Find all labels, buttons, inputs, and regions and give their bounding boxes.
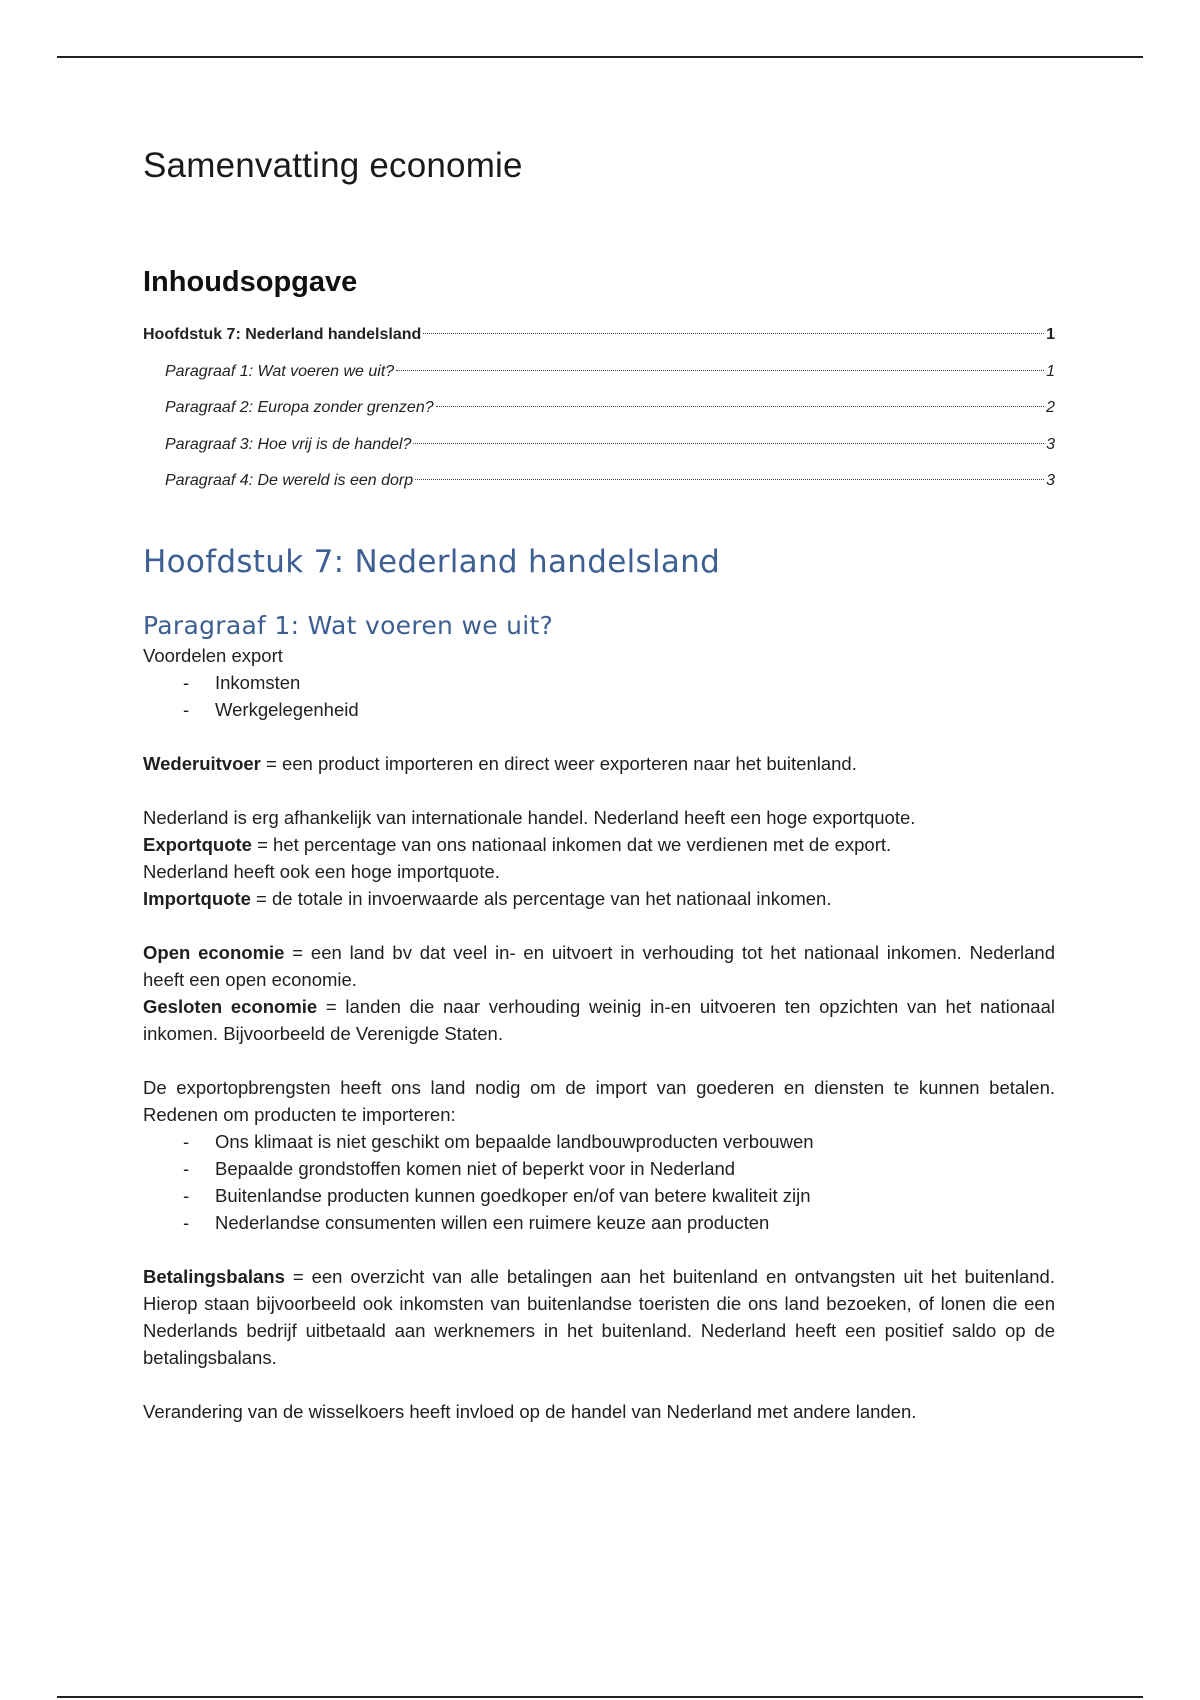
term-exportquote: Exportquote xyxy=(143,833,252,855)
toc-entry-paragraaf-4[interactable] xyxy=(143,463,1055,500)
term-gesloten-economie: Gesloten economie xyxy=(143,995,318,1017)
list-item: - Bepaalde grondstoffen komen niet of beperkt voor in Nederland xyxy=(183,1155,1055,1182)
definition-importquote: = de totale in invoerwaarde als percentage van het nationaal inkomen. xyxy=(250,887,832,909)
term-importquote: Importquote xyxy=(143,887,251,909)
toc-entry-page: 1 xyxy=(1046,326,1055,343)
list-item: - Nederlandse consumenten willen een ruimere keuze aan producten xyxy=(183,1209,1055,1236)
toc-leader xyxy=(413,443,1044,444)
toc-entry-label: Paragraaf 2: Europa zonder grenzen? xyxy=(165,399,434,416)
section-heading: Paragraaf 1: Wat voeren we uit? xyxy=(143,610,554,640)
wisselkoers-paragraph: Verandering van de wisselkoers heeft invloed op de handel van Nederland met andere landen. xyxy=(143,1400,917,1422)
chapter-heading: Hoofdstuk 7: Nederland handelsland xyxy=(143,543,721,580)
list-item: - Inkomsten xyxy=(183,669,1055,696)
handel-line-1: Nederland is erg afhankelijk van internationale handel. Nederland heeft een hoge exportquote. xyxy=(143,806,916,828)
toc-heading: Inhoudsopgave xyxy=(143,266,358,298)
open-economie-paragraph xyxy=(143,939,1055,993)
import-intro: De exportopbrengsten heeft ons land nodig om de import van goederen en diensten te kunnen betalen. Redenen om producten te importeren: xyxy=(143,1076,1055,1125)
list-item: - Ons klimaat is niet geschikt om bepaalde landbouwproducten verbouwen xyxy=(183,1128,1055,1155)
toc-entry-page: 2 xyxy=(1046,399,1055,416)
footer-rule xyxy=(57,1696,1143,1698)
toc-leader xyxy=(423,333,1044,334)
toc-entry-paragraaf-2[interactable] xyxy=(143,390,1055,427)
toc-entry-label: Paragraaf 3: Hoe vrij is de handel? xyxy=(165,435,412,453)
toc-entry-label: Hoofdstuk 7: Nederland handelsland xyxy=(143,326,422,343)
toc-leader xyxy=(436,406,1044,407)
toc-leader xyxy=(415,479,1044,480)
wederuitvoer-paragraph xyxy=(143,750,1055,777)
header-rule xyxy=(57,56,1143,58)
toc-leader xyxy=(396,370,1044,371)
exportquote-paragraph xyxy=(143,831,1055,858)
toc-entry-page: 3 xyxy=(1046,472,1055,489)
definition-gesloten-economie: = landen die naar verhouding weinig in-en uitvoeren ten opzichten van het nationaal inkomen. Bijvoorbeeld de Verenigde Staten. xyxy=(143,995,1055,1044)
list-item: - Werkgelegenheid xyxy=(183,696,1055,723)
toc-entry-paragraaf-3[interactable] xyxy=(143,427,1055,464)
term-betalingsbalans: Betalingsbalans xyxy=(143,1265,285,1287)
toc-entry-label: Paragraaf 1: Wat voeren we uit? xyxy=(165,362,395,380)
importquote-paragraph xyxy=(143,885,1055,912)
document-page xyxy=(143,140,1055,1425)
toc-entry-page: 3 xyxy=(1046,435,1055,453)
term-open-economie: Open economie xyxy=(143,941,285,963)
toc-entry-page: 1 xyxy=(1046,362,1055,380)
gesloten-economie-paragraph xyxy=(143,993,1055,1047)
voordelen-intro: Voordelen export xyxy=(143,644,283,666)
term-wederuitvoer: Wederuitvoer xyxy=(143,752,261,774)
list-item: - Buitenlandse producten kunnen goedkoper en/of van betere kwaliteit zijn xyxy=(183,1182,1055,1209)
voordelen-list xyxy=(143,669,1055,723)
import-reasons-list xyxy=(143,1128,1055,1236)
document-title: Samenvatting economie xyxy=(143,146,523,185)
table-of-contents xyxy=(143,317,1055,500)
betalingsbalans-paragraph xyxy=(143,1263,1055,1371)
toc-entry-chapter-7[interactable] xyxy=(143,317,1055,354)
definition-wederuitvoer: = een product importeren en direct weer exporteren naar het buitenland. xyxy=(260,752,857,774)
definition-exportquote: = het percentage van ons nationaal inkomen dat we verdienen met de export. xyxy=(251,833,892,855)
definition-open-economie: = een land bv dat veel in- en uitvoert in verhouding tot het nationaal inkomen. Nederland heeft een open economie. xyxy=(143,941,1055,990)
toc-entry-label: Paragraaf 4: De wereld is een dorp xyxy=(165,472,414,489)
toc-entry-paragraaf-1[interactable] xyxy=(143,354,1055,391)
definition-betalingsbalans: = een overzicht van alle betalingen aan het buitenland en ontvangsten uit het buitenland. Hierop staan bijvoorbeeld ook inkomsten van buitenlandse toeristen die ons land bezoeken, of lonen die een Nederlands bedrijf uitbetaald aan werknemers in het buitenland. Nederland heeft een positief saldo op de betalingsbalans. xyxy=(143,1265,1055,1368)
handel-line-3: Nederland heeft ook een hoge importquote. xyxy=(143,860,500,882)
